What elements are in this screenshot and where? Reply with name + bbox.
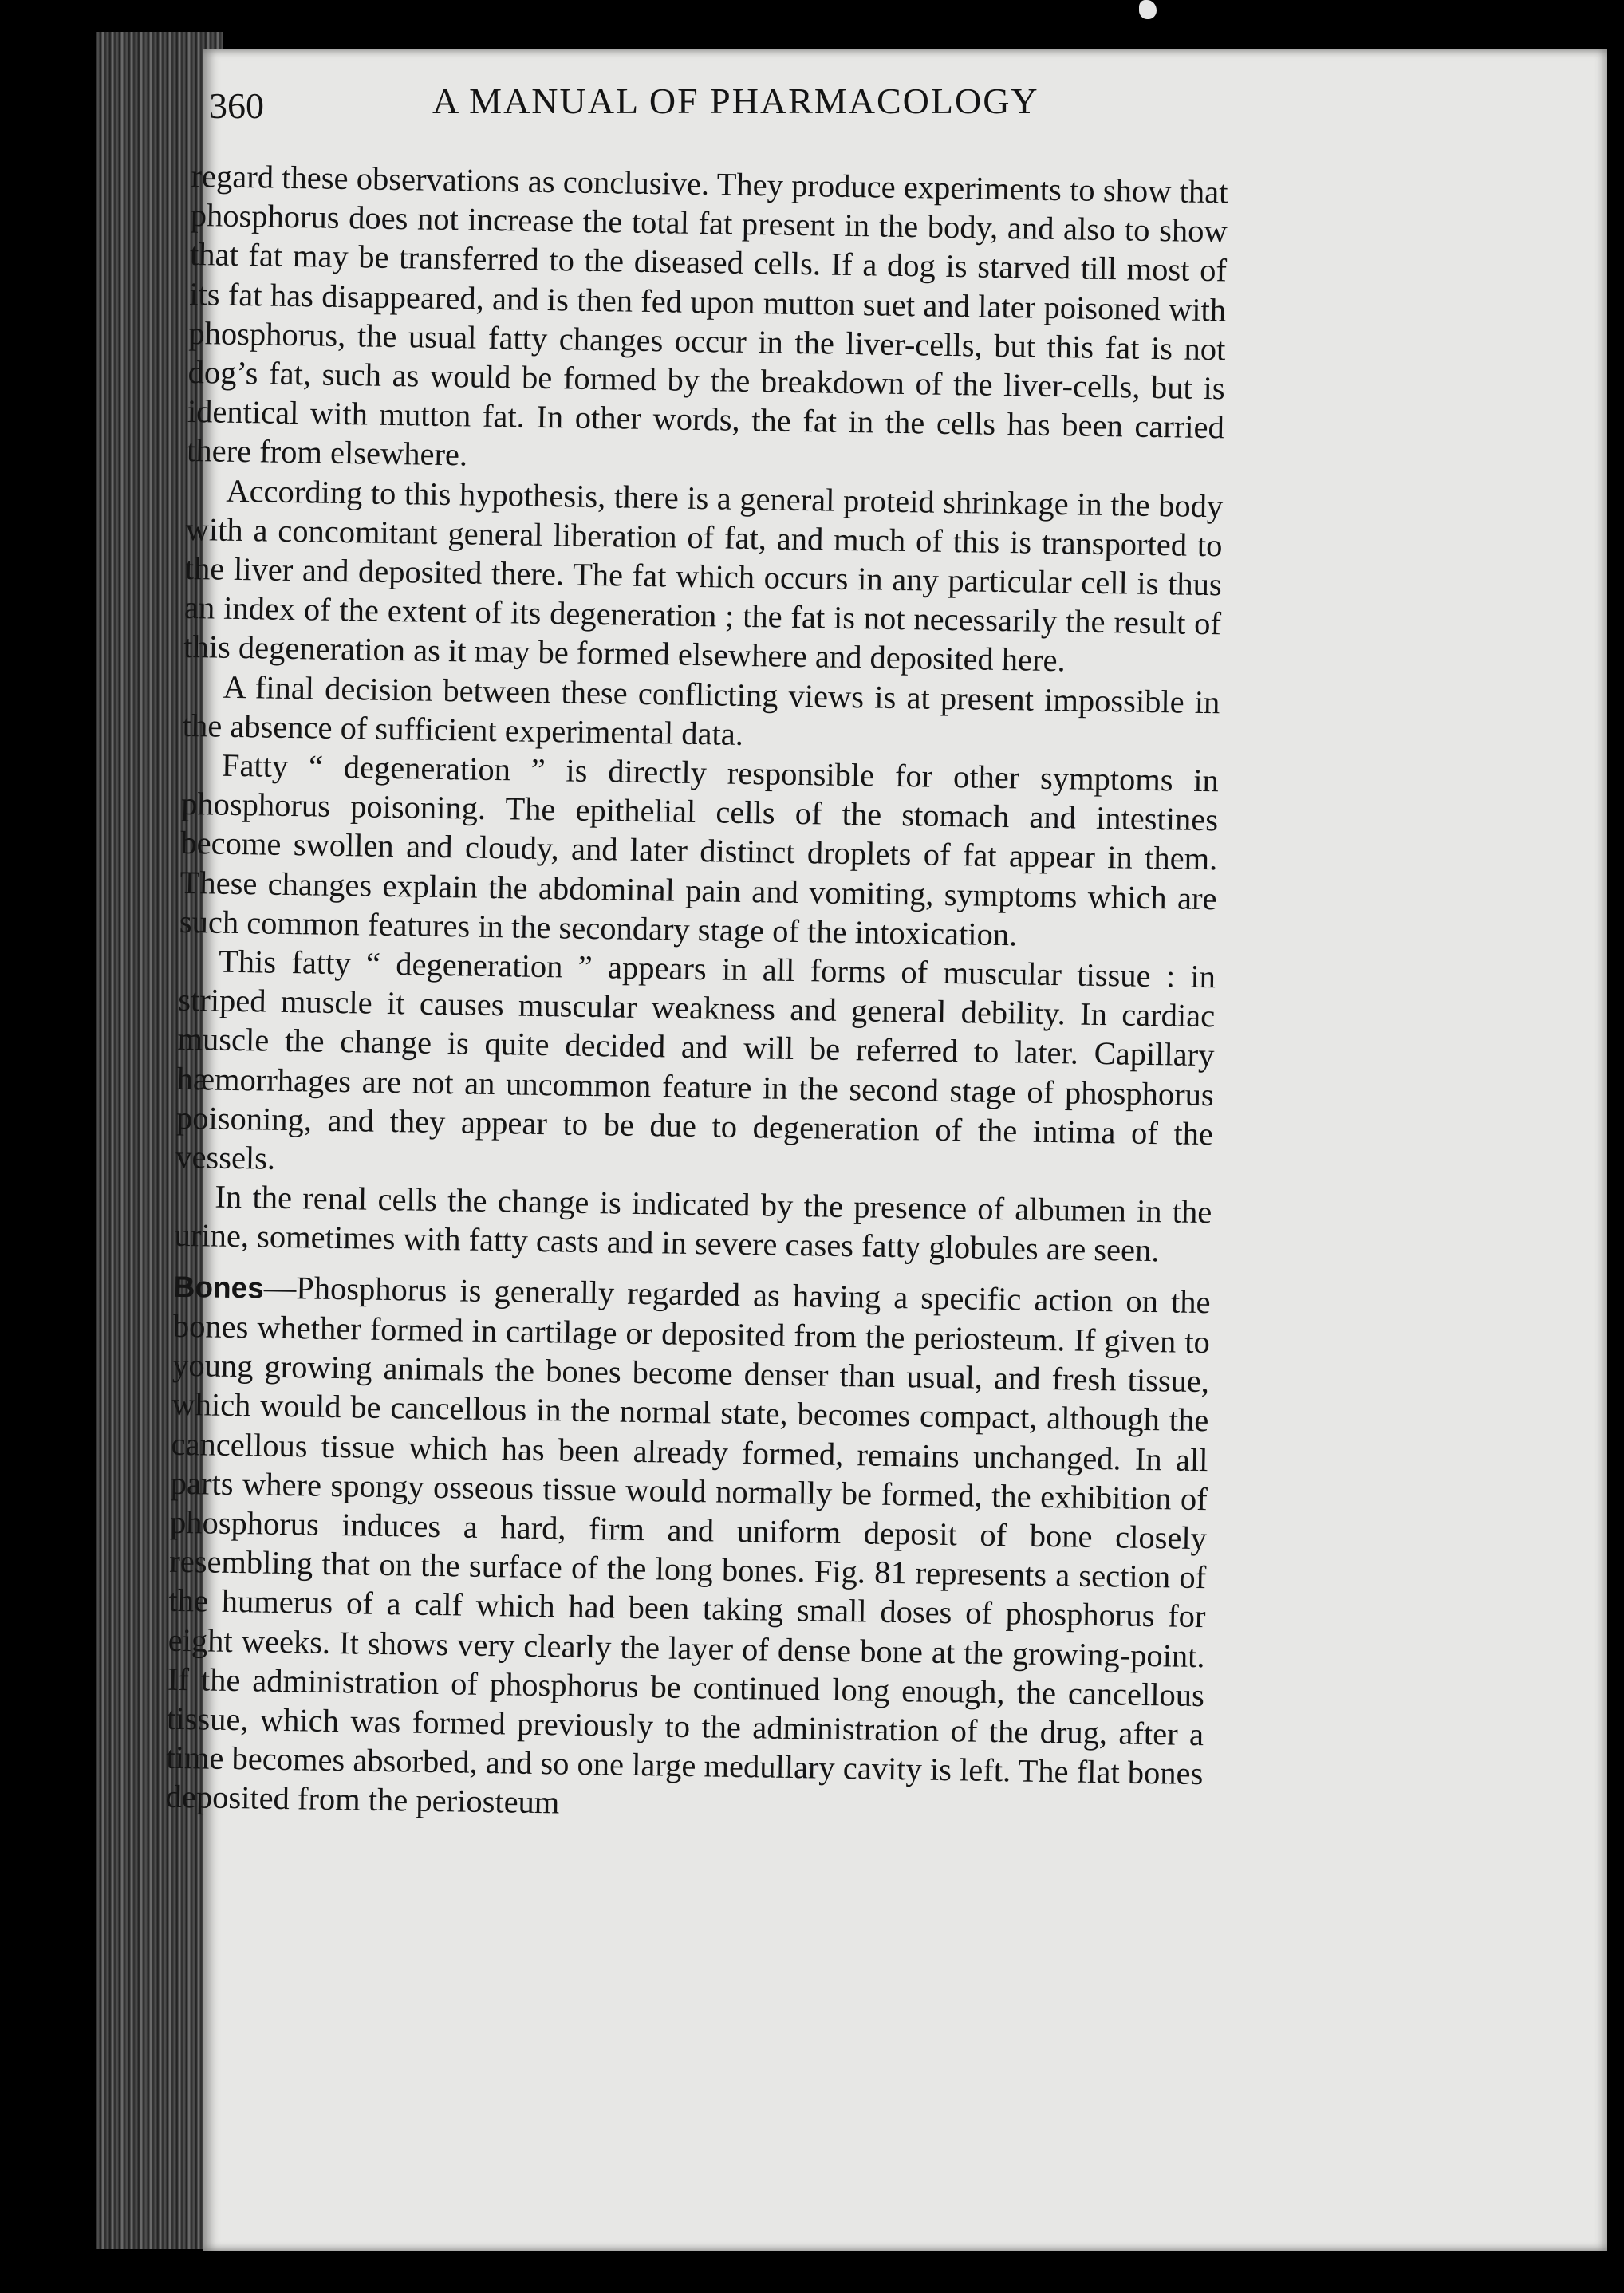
page-header [209, 80, 1246, 144]
body-text [165, 156, 1228, 1833]
paragraph-6: In the renal cells the change is indicated by the presence of albumen in the urine, sometimes with fatty casts and in severe cases fatty globules are seen. [174, 1178, 1212, 1269]
paragraph-1: regard these observations as conclusive. They produce experiments to show that phosphorus does not increase the total fat present in the body, and also to show that fat may be transferred to the diseased cells. If a dog is starved till most of its fat has disappeared, and is then fed upon mutton suet and later poisoned with phosphorus, the usual fatty changes occur in the liver-cells, but this fat is not dog’s fat, such as would be formed by the breakdown of the liver-cells, but is identical with mutton fat. In other words, the fat in the cells has been carried there from elsewhere. [186, 157, 1228, 473]
paragraph-bones [165, 1267, 1211, 1833]
paragraph-4: Fatty “ degeneration ” is directly responsible for other symptoms in phosphorus poisoning. The epithelial cells of the stomach and intestines become swollen and cloudy, and later distinct droplets of fat appear in them. These changes explain the abdominal pain and vomiting, symptoms which are such common features in the secondary stage of the intoxication. [179, 747, 1220, 953]
section-heading-bones: Bones [173, 1270, 265, 1305]
page-number: 360 [209, 85, 264, 126]
paragraph-2: According to this hypothesis, there is a general proteid shrinkage in the body with a concomitant general liberation of fat, and much of this is transported to the liver and deposited there. The fat which occurs in any particular cell is thus an index of the extent of its degeneration ; the fat is not necessarily the result of this degeneration as it may be formed elsewhere and deposited here. [183, 472, 1224, 679]
paragraph-5: This fatty “ degeneration ” appears in all forms of muscular tissue : in striped muscle it causes muscular weakness and general debility. In cardiac muscle the change is quite decided and will be referred to later. Capillary hæmorrhages are not an uncommon feature in the second stage of phosphorus poisoning, and they appear to be due to degeneration of the intima of the vessels. [175, 943, 1216, 1176]
paragraph-7: —Phosphorus is generally regarded as having a specific action on the bones whether formed in cartilage or deposited from the periosteum. If given to young growing animals the bones become denser than usual, and fresh tissue, which would be cancellous in the normal state, becomes compact, although the cancellous tissue which has been already formed, remains unchanged. In all parts where spongy osseous tissue would normally be formed, the exhibition of phosphorus induces a hard, firm and uniform deposit of bone closely resembling that on the surface of the long bones. Fig. 81 represents a section of the humerus of a calf which had been taking small doses of phosphorus for eight weeks. It shows very clearly the layer of dense bone at the growing-point. If the administration of phosphorus be continued long enough, the cancellous tissue, which was formed previously to the administration of the drug, after a time becomes absorbed, and so one large medullary cavity is left. The flat bones deposited from the periosteum [165, 1269, 1211, 1821]
scan-speck [1139, 0, 1157, 19]
paragraph-3: A final decision between these conflicting views is at present impossible in the absence of sufficient experimental data. [182, 668, 1220, 752]
running-title: A MANUAL OF PHARMACOLOGY [432, 81, 1039, 121]
